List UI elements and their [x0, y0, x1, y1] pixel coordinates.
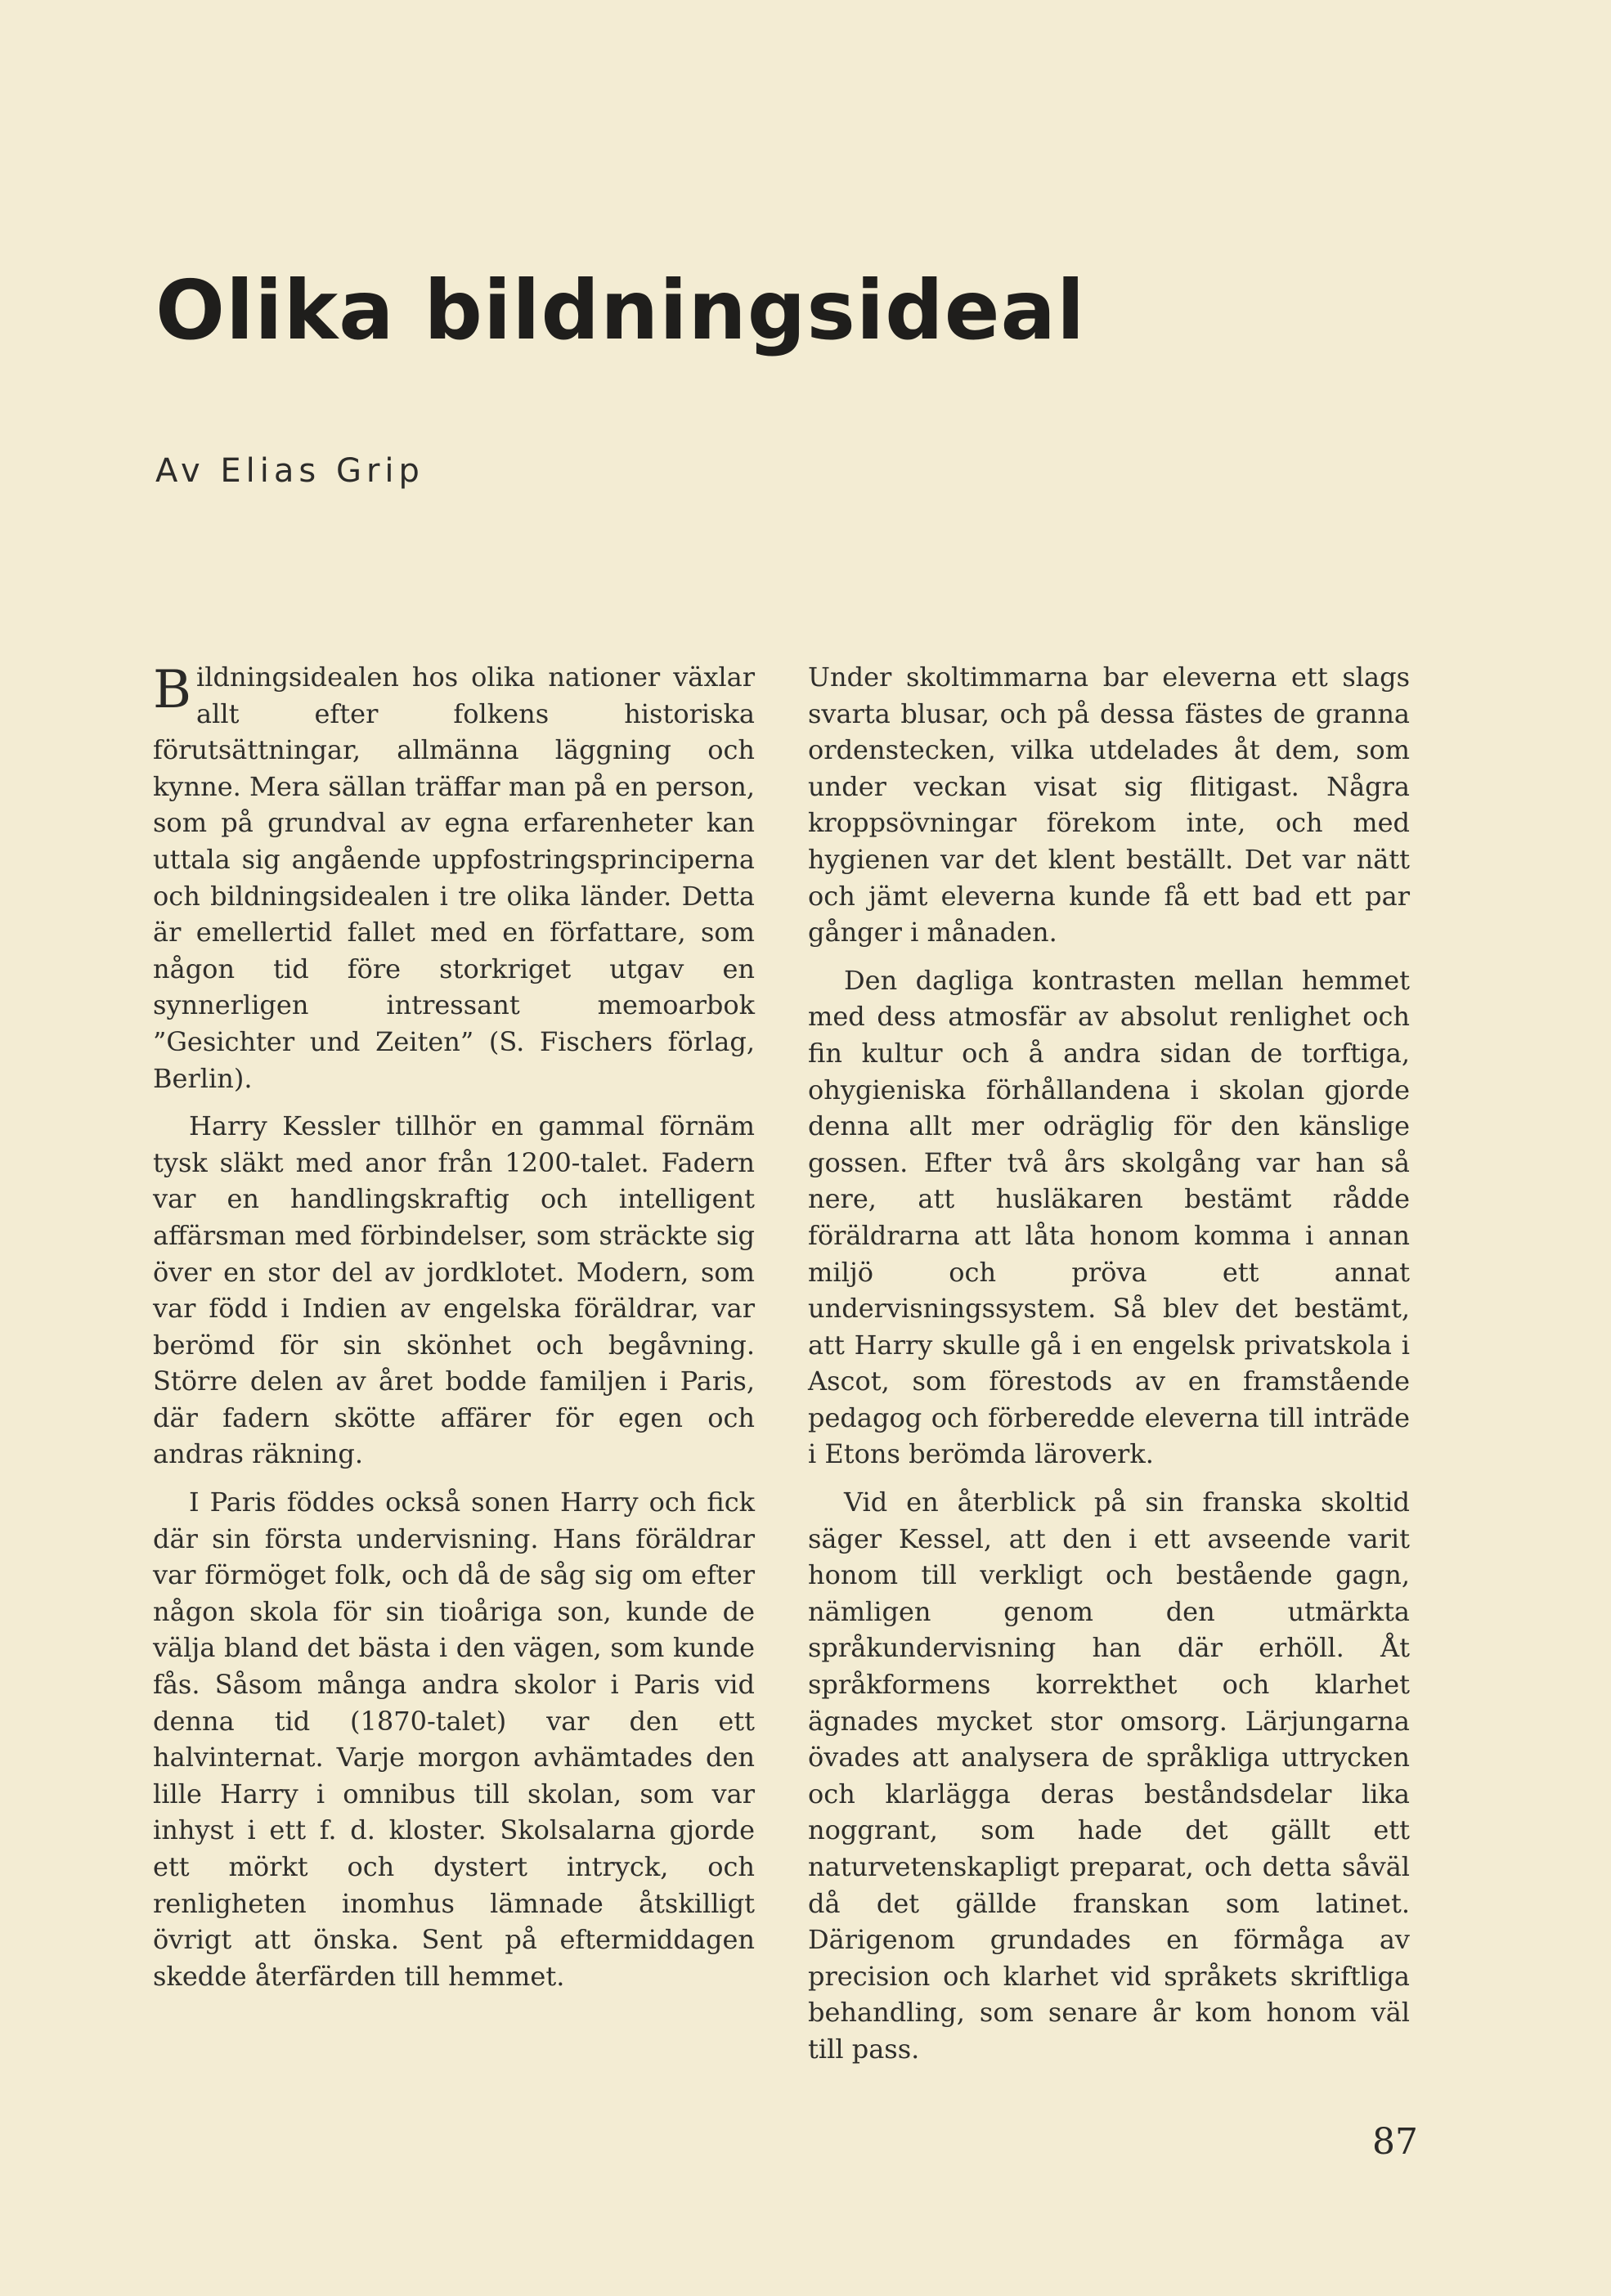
drop-cap: B	[153, 660, 192, 720]
left-text-column	[153, 659, 755, 2006]
page-number: 87	[1372, 2121, 1418, 2163]
article-byline: Av Elias Grip	[155, 452, 424, 490]
paragraph-text: ildningsidealen hos olika nationer växlar allt efter folkens historiska förutsättningar, allmänna läggning och kynne. Mera sällan träffar man på en person, som på grundval av egna erfarenheter kan uttala sig angående uppfostringsprinciperna och bildningsidealen i tre olika länder. Detta är emellertid fallet med en författare, som någon tid före storkriget utgav en synnerligen intressant memoarbok ”Gesichter und Zeiten” (S. Fischers förlag, Berlin).	[153, 661, 755, 1094]
paragraph: Vid en återblick på sin franska skoltid säger Kessel, att den i ett avseende varit honom till verkligt och bestående gagn, nämligen genom den utmärkta språkundervisning han där erhöll. Åt språkformens korrekthet och klarhet ägnades mycket stor omsorg. Lärjungarna övades att analysera de språkliga uttrycken och klarlägga deras beståndsdelar lika noggrant, som hade det gällt ett naturvetenskapligt preparat, och detta såväl då det gällde franskan som latinet. Därigenom grundades en förmåga av precision och klarhet vid språkets skriftliga behandling, som senare år kom honom väl till pass.	[808, 1487, 1410, 2065]
right-text-column	[808, 659, 1410, 2079]
paragraph: I Paris föddes också sonen Harry och fick där sin första undervisning. Hans föräldrar var förmöget folk, och då de såg sig om efter någon skola för sin tioåriga son, kunde de välja bland det bästa i den vägen, som kunde fås. Såsom många andra skolor i Paris vid denna tid (1870-talet) var den ett halvinternat. Varje morgon avhämtades den lille Harry i omnibus till skolan, som var inhyst i ett f. d. kloster. Skolsalarna gjorde ett mörkt och dystert intryck, och renligheten inomhus lämnade åtskilligt övrigt att önska. Sent på eftermiddagen skedde återfärden till hemmet.	[153, 1487, 755, 1992]
paragraph	[153, 659, 755, 1096]
article-title: Olika bildningsideal	[155, 262, 1086, 358]
paragraph: Harry Kessler tillhör en gammal förnäm tysk släkt med anor från 1200-talet. Fadern var en handlingskraftig och intelligent affärsman med förbindelser, som sträckte sig över en stor del av jordklotet. Modern, som var född i Indien av engelska föräldrar, var berömd för sin skönhet och begåvning. Större delen av året bodde familjen i Paris, där fadern skötte affärer för egen och andras räkning.	[153, 1110, 755, 1470]
paragraph: Den dagliga kontrasten mellan hemmet med dess atmosfär av absolut renlighet och fin kultur och å andra sidan de torftiga, ohygieniska förhållandena i skolan gjorde denna allt mer odräglig för den känslige gossen. Efter två års skolgång var han så nere, att husläkaren bestämt rådde föräldrarna att låta honom komma i annan miljö och pröva ett annat undervisningssystem. Så blev det bestämt, att Harry skulle gå i en engelsk privatskola i Ascot, som förestods av en framstående pedagog och förberedde eleverna till inträde i Etons berömda läroverk.	[808, 964, 1410, 1470]
paragraph: Under skoltimmarna bar eleverna ett slags svarta blusar, och på dessa fästes de granna ordenstecken, vilka utdelades åt dem, som under veckan visat sig flitigast. Några kroppsövningar förekom inte, och med hygienen var det klent beställt. Det var nätt och jämt eleverna kunde få ett bad ett par gånger i månaden.	[808, 661, 1410, 948]
